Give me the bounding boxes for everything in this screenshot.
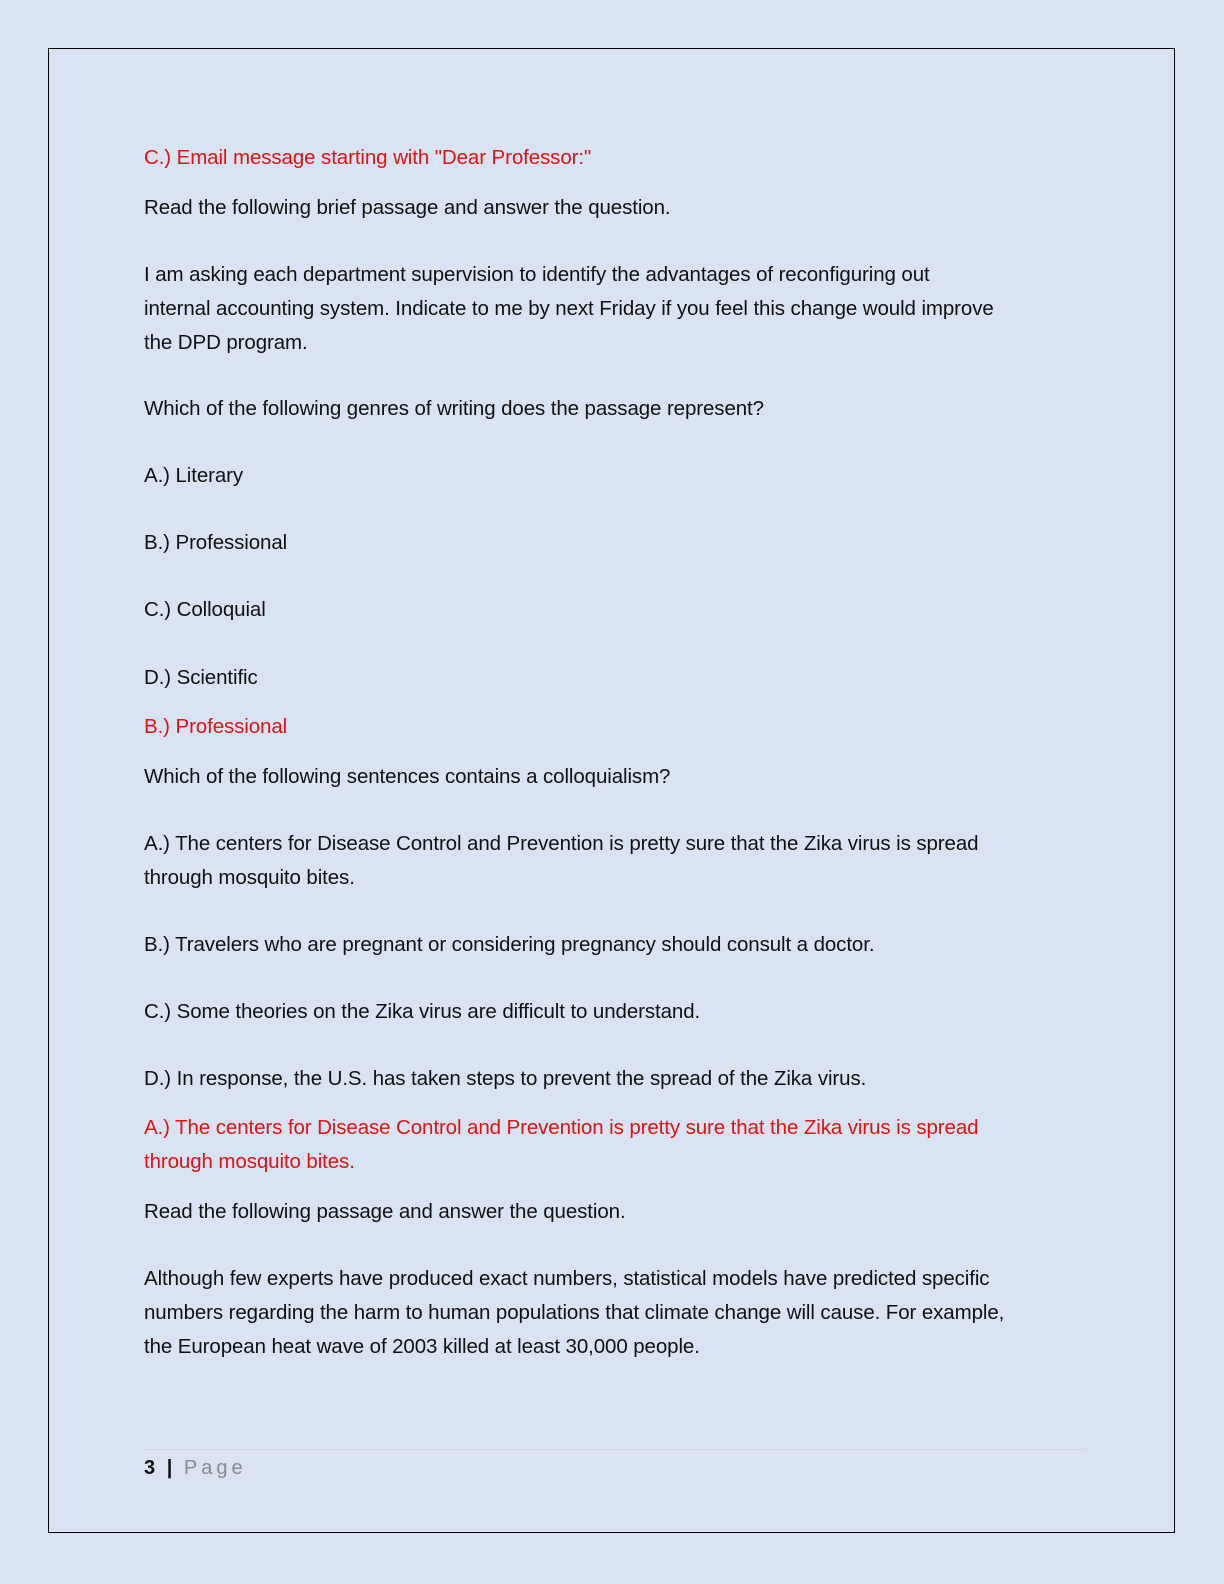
option-line: C.) Colloquial	[144, 598, 266, 621]
option-line: through mosquito bites.	[144, 866, 355, 889]
footer-divider	[144, 1449, 1084, 1450]
option-line: D.) Scientific	[144, 666, 258, 689]
text-line: the European heat wave of 2003 killed at least 30,000 people.	[144, 1335, 700, 1358]
text-line: internal accounting system. Indicate to me by next Friday if you feel this change would improve	[144, 297, 994, 320]
option-line: D.) In response, the U.S. has taken steps to prevent the spread of the Zika virus.	[144, 1067, 867, 1090]
page-label: Page	[183, 1457, 247, 1479]
option-line: A.) Literary	[144, 464, 244, 487]
text-line: numbers regarding the harm to human populations that climate change will cause. For example,	[144, 1301, 1005, 1324]
text-line: the DPD program.	[144, 331, 308, 354]
page-number: 3	[144, 1457, 156, 1479]
footer-separator: |	[166, 1457, 173, 1479]
text-line: Read the following brief passage and answer the question.	[144, 196, 671, 219]
text-line: Read the following passage and answer the question.	[144, 1200, 626, 1223]
text-line: Although few experts have produced exact numbers, statistical models have predicted specific	[144, 1267, 990, 1290]
option-line: B.) Travelers who are pregnant or considering pregnancy should consult a doctor.	[144, 933, 875, 956]
page-footer	[144, 1455, 247, 1481]
option-line: B.) Professional	[144, 531, 288, 554]
text-line: I am asking each department supervision to identify the advantages of reconfiguring out	[144, 263, 930, 286]
answer-line: A.) The centers for Disease Control and Prevention is pretty sure that the Zika virus is spread	[144, 1116, 979, 1139]
option-line: C.) Some theories on the Zika virus are difficult to understand.	[144, 1000, 701, 1023]
answer-line: B.) Professional	[144, 715, 288, 738]
answer-line: through mosquito bites.	[144, 1150, 355, 1173]
question-line: Which of the following sentences contains a colloquialism?	[144, 765, 671, 788]
question-line: Which of the following genres of writing does the passage represent?	[144, 397, 764, 420]
option-line: A.) The centers for Disease Control and Prevention is pretty sure that the Zika virus is spread	[144, 832, 979, 855]
answer-line: C.) Email message starting with "Dear Professor:"	[144, 146, 592, 169]
